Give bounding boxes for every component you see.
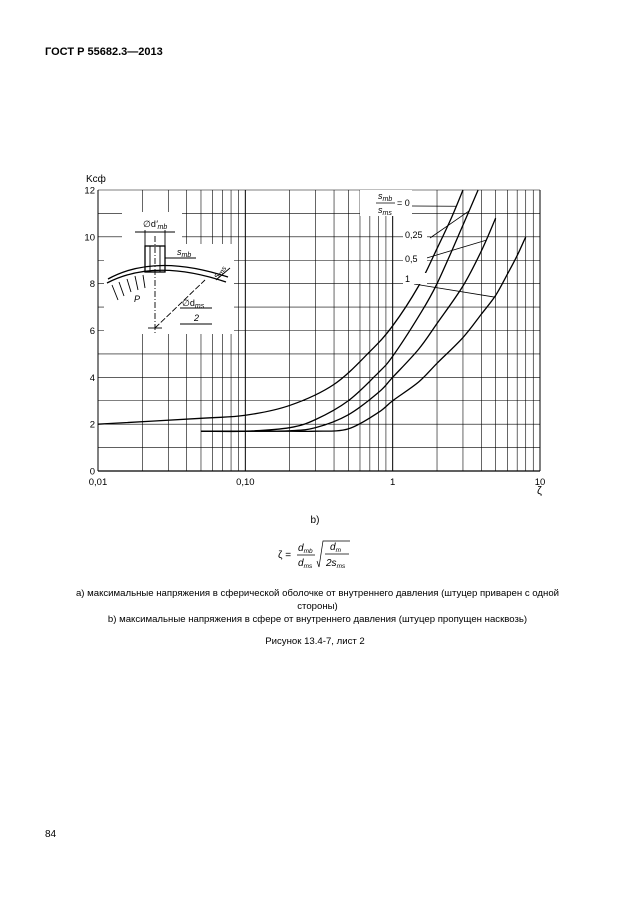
x-tick-label: 10	[534, 477, 546, 488]
document-header: ГОСТ Р 55682.3—2013	[45, 46, 163, 58]
series-label-1: 0,25	[405, 230, 423, 240]
svg-text:= 0: = 0	[397, 198, 410, 208]
svg-text:P: P	[134, 294, 141, 304]
svg-text:2sms: $2s_{ms}$	[326, 558, 346, 570]
svg-text:ζ =: ζ =	[278, 550, 292, 561]
figure-caption: Рисунок 13.4-7, лист 2	[265, 636, 365, 647]
y-tick-label: 10	[84, 232, 95, 244]
x-tick-label: 0,01	[88, 477, 108, 488]
svg-text:2: 2	[194, 313, 200, 323]
x-axis-label: ζ	[537, 485, 542, 497]
series-line-3	[201, 237, 526, 432]
svg-text:dms: $d_{ms}$	[298, 558, 313, 570]
svg-text:∅dms: $\emptyset d_{ms}$	[182, 298, 205, 310]
svg-text:sms: $s_{ms}$	[378, 205, 392, 217]
caption-b: b)	[310, 515, 320, 526]
note-b: b) максимальные напряжения в сфере от внутреннего давления (штуцер пропущен насквозь)	[107, 614, 528, 625]
series-line-1	[201, 190, 478, 431]
zeta-formula	[278, 539, 358, 573]
figure-notes	[55, 587, 580, 626]
series-label-2: 0,5	[405, 254, 418, 264]
svg-text:smb: $s_{mb}$	[177, 247, 192, 259]
y-tick-label: 0	[89, 466, 95, 478]
svg-text:sms: $s_{ms}$	[211, 265, 229, 280]
series-label-3: 1	[405, 274, 411, 284]
series-leader-3	[414, 284, 494, 297]
svg-text:∅d′mb: $\emptyset d'_{mb}$	[143, 219, 168, 231]
svg-text:dm: $d_m$	[330, 542, 341, 554]
series-leader-2	[420, 240, 486, 260]
y-axis-label: Kсф	[86, 174, 106, 185]
x-tick-label: 1	[390, 477, 396, 488]
legend-ratio	[360, 190, 412, 217]
note-a: a) максимальные напряжения в сферической оболочке от внутреннего давления (штуцер приварен с одной стороны)	[75, 588, 560, 612]
y-tick-label: 12	[84, 185, 95, 197]
y-tick-label: 6	[89, 326, 95, 337]
x-tick-label: 0,10	[236, 477, 255, 488]
svg-text:dmb: $d_{mb}$	[298, 543, 313, 555]
y-tick-label: 8	[89, 279, 95, 291]
svg-text:smb: $s_{mb}$	[378, 191, 393, 203]
page-number: 84	[45, 829, 57, 840]
y-tick-label: 2	[89, 419, 95, 431]
y-tick-label: 4	[89, 372, 95, 384]
